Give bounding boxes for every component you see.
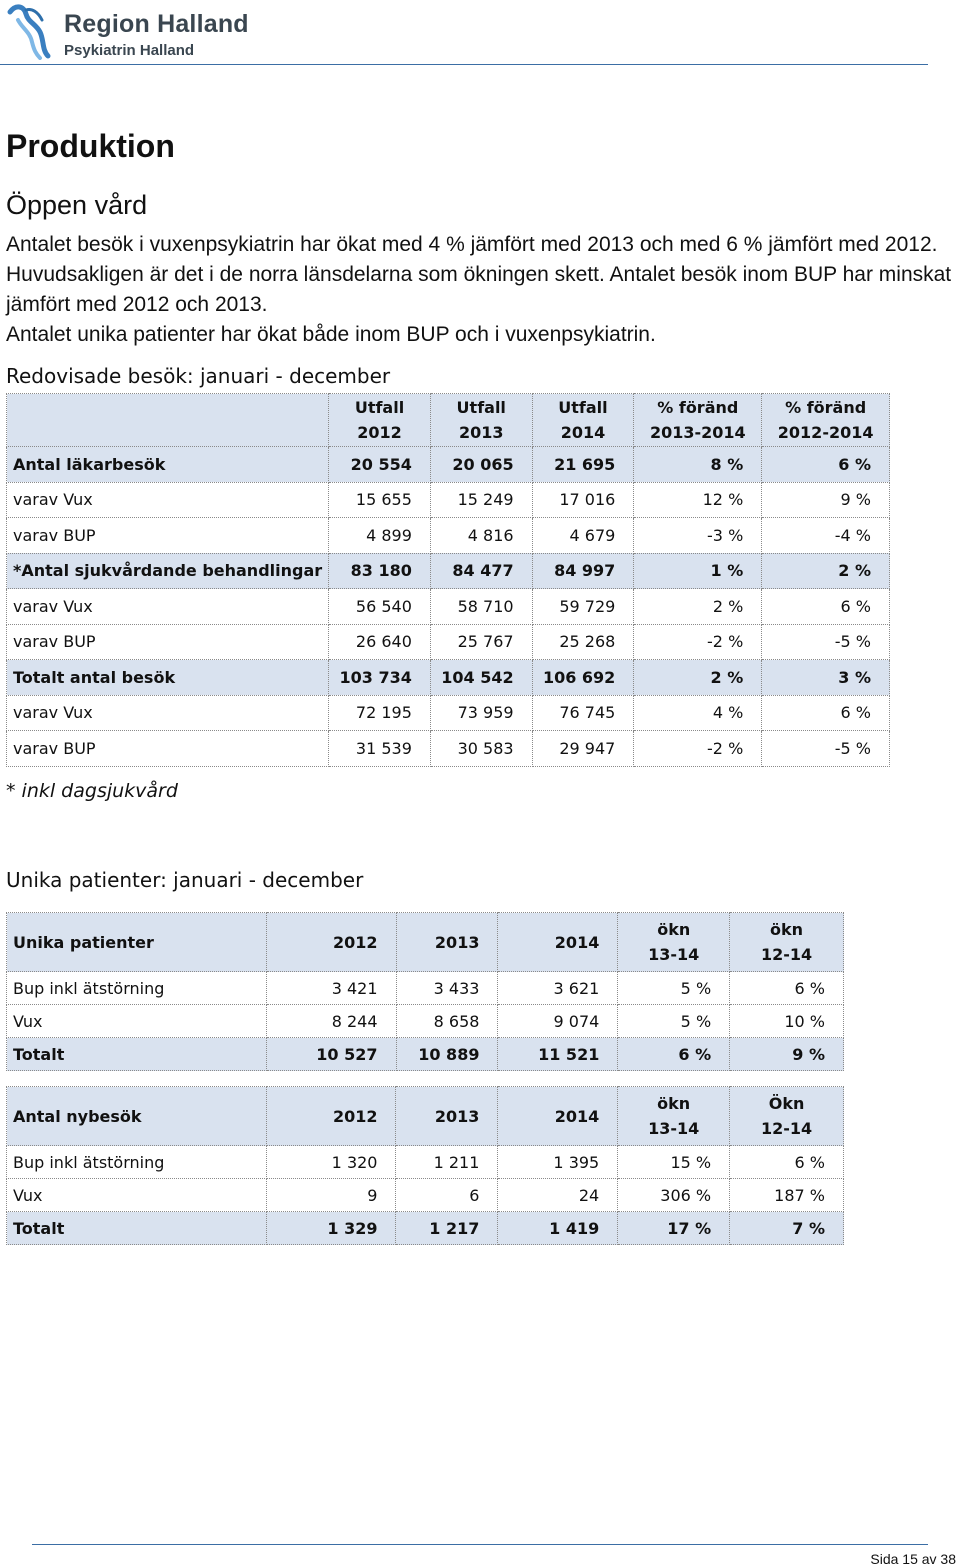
value-cell: -3 % bbox=[634, 518, 762, 554]
header-text: ökn bbox=[770, 920, 804, 939]
value-cell: 1 % bbox=[634, 553, 762, 589]
value-cell: -4 % bbox=[762, 518, 890, 554]
value-cell: 72 195 bbox=[329, 695, 431, 731]
org-subname: Psykiatrin Halland bbox=[64, 42, 195, 59]
value-cell: 1 329 bbox=[266, 1212, 396, 1245]
table-row bbox=[7, 972, 844, 1005]
value-cell: 15 655 bbox=[329, 482, 431, 518]
table-row bbox=[7, 695, 890, 731]
value-cell: 6 % bbox=[730, 972, 844, 1005]
intro-paragraph: Antalet unika patienter har ökat både inom BUP och i vuxenpsykiatrin. bbox=[6, 323, 656, 346]
value-cell: 11 521 bbox=[498, 1038, 618, 1071]
value-cell: 8 658 bbox=[396, 1005, 498, 1038]
value-cell: 73 959 bbox=[430, 695, 532, 731]
row-label-cell: Vux bbox=[7, 1005, 267, 1038]
value-cell: 5 % bbox=[618, 1005, 730, 1038]
value-cell: 103 734 bbox=[329, 660, 431, 696]
value-cell: 7 % bbox=[730, 1212, 844, 1245]
value-cell: 58 710 bbox=[430, 589, 532, 625]
value-cell: 10 % bbox=[730, 1005, 844, 1038]
header-text: 2014 bbox=[560, 423, 606, 442]
header-divider bbox=[0, 64, 928, 65]
header-cell bbox=[730, 1087, 844, 1146]
header-text: ökn bbox=[657, 1094, 691, 1113]
table-row bbox=[7, 1005, 844, 1038]
value-cell: 29 947 bbox=[532, 731, 634, 767]
value-cell: 9 bbox=[266, 1179, 396, 1212]
unique-patients-table bbox=[6, 912, 844, 1071]
row-label-cell: varav Vux bbox=[7, 589, 329, 625]
value-cell: 6 % bbox=[618, 1038, 730, 1071]
value-cell: 84 997 bbox=[532, 553, 634, 589]
table-row bbox=[7, 589, 890, 625]
value-cell: 26 640 bbox=[329, 624, 431, 660]
value-cell: 6 bbox=[396, 1179, 498, 1212]
table-row bbox=[7, 1038, 844, 1071]
header-text: 2012-2014 bbox=[777, 423, 874, 442]
value-cell: 10 889 bbox=[396, 1038, 498, 1071]
value-cell: 104 542 bbox=[430, 660, 532, 696]
header-cell bbox=[618, 913, 730, 972]
header-cell: 2013 bbox=[396, 1087, 498, 1146]
value-cell: -2 % bbox=[634, 624, 762, 660]
table2-caption: Unika patienter: januari - december bbox=[6, 868, 364, 892]
value-cell: -2 % bbox=[634, 731, 762, 767]
table-header-row bbox=[7, 394, 890, 447]
value-cell: 15 % bbox=[618, 1146, 730, 1179]
footer-divider bbox=[32, 1544, 928, 1545]
value-cell: 59 729 bbox=[532, 589, 634, 625]
page-title: Produktion bbox=[6, 128, 175, 164]
value-cell: 9 % bbox=[762, 482, 890, 518]
value-cell: 6 % bbox=[762, 447, 890, 483]
row-label-cell: varav BUP bbox=[7, 731, 329, 767]
value-cell: 83 180 bbox=[329, 553, 431, 589]
table-row bbox=[7, 731, 890, 767]
table-row bbox=[7, 1179, 844, 1212]
value-cell: -5 % bbox=[762, 624, 890, 660]
value-cell: 4 816 bbox=[430, 518, 532, 554]
value-cell: 4 679 bbox=[532, 518, 634, 554]
row-label-cell: Totalt antal besök bbox=[7, 660, 329, 696]
table-header-row bbox=[7, 913, 844, 972]
header-cell bbox=[618, 1087, 730, 1146]
value-cell: 17 % bbox=[618, 1212, 730, 1245]
section-subtitle: Öppen vård bbox=[6, 190, 148, 220]
header-text: Utfall bbox=[354, 398, 405, 417]
value-cell: 6 % bbox=[762, 695, 890, 731]
table-row bbox=[7, 553, 890, 589]
header-cell: 2013 bbox=[396, 913, 498, 972]
header-cell: 2014 bbox=[498, 1087, 618, 1146]
header-cell: 2014 bbox=[498, 913, 618, 972]
value-cell: 8 244 bbox=[266, 1005, 396, 1038]
header-cell bbox=[730, 913, 844, 972]
logo-emblem-icon bbox=[6, 2, 64, 60]
row-label-cell: Totalt bbox=[7, 1212, 267, 1245]
value-cell: 2 % bbox=[762, 553, 890, 589]
header-text: 12-14 bbox=[760, 1119, 813, 1138]
value-cell: 1 217 bbox=[396, 1212, 498, 1245]
value-cell: 25 268 bbox=[532, 624, 634, 660]
row-label-cell: Antal läkarbesök bbox=[7, 447, 329, 483]
value-cell: 4 899 bbox=[329, 518, 431, 554]
row-label-cell: Bup inkl ätstörning bbox=[7, 1146, 267, 1179]
value-cell: 8 % bbox=[634, 447, 762, 483]
header-label-cell: Antal nybesök bbox=[7, 1087, 267, 1146]
header-text: 2013 bbox=[458, 423, 504, 442]
row-label-cell: varav Vux bbox=[7, 695, 329, 731]
table-row bbox=[7, 518, 890, 554]
value-cell: 2 % bbox=[634, 589, 762, 625]
page-number: Sida 15 av 38 bbox=[870, 1551, 956, 1567]
value-cell: 3 421 bbox=[266, 972, 396, 1005]
header-text: 13-14 bbox=[648, 945, 700, 964]
row-label-cell: *Antal sjukvårdande behandlingar bbox=[7, 553, 329, 589]
row-label-cell: varav BUP bbox=[7, 518, 329, 554]
header-cell bbox=[762, 394, 890, 447]
table-row bbox=[7, 482, 890, 518]
value-cell: 1 211 bbox=[396, 1146, 498, 1179]
value-cell: 2 % bbox=[634, 660, 762, 696]
row-label-cell: Vux bbox=[7, 1179, 267, 1212]
header-text: ökn bbox=[657, 920, 691, 939]
value-cell: 3 % bbox=[762, 660, 890, 696]
header-cell: 2012 bbox=[266, 913, 396, 972]
value-cell: 10 527 bbox=[266, 1038, 396, 1071]
value-cell: 1 419 bbox=[498, 1212, 618, 1245]
header-cell: 2012 bbox=[266, 1087, 396, 1146]
header-text: Ökn bbox=[768, 1094, 805, 1113]
region-halland-logo bbox=[6, 2, 266, 60]
value-cell: 1 320 bbox=[266, 1146, 396, 1179]
table-row bbox=[7, 1212, 844, 1245]
value-cell: 76 745 bbox=[532, 695, 634, 731]
value-cell: 84 477 bbox=[430, 553, 532, 589]
value-cell: 20 065 bbox=[430, 447, 532, 483]
header-label-cell bbox=[7, 394, 329, 447]
row-label-cell: Bup inkl ätstörning bbox=[7, 972, 267, 1005]
value-cell: 306 % bbox=[618, 1179, 730, 1212]
value-cell: -5 % bbox=[762, 731, 890, 767]
header-text: 12-14 bbox=[760, 945, 813, 964]
value-cell: 106 692 bbox=[532, 660, 634, 696]
header-text: Utfall bbox=[558, 398, 608, 417]
row-label-cell: Totalt bbox=[7, 1038, 267, 1071]
table-row bbox=[7, 624, 890, 660]
intro-text bbox=[6, 230, 956, 350]
table-row bbox=[7, 660, 890, 696]
value-cell: 9 % bbox=[730, 1038, 844, 1071]
value-cell: 3 433 bbox=[396, 972, 498, 1005]
value-cell: 4 % bbox=[634, 695, 762, 731]
header-cell bbox=[430, 394, 532, 447]
header-text: 2013-2014 bbox=[649, 423, 746, 442]
value-cell: 3 621 bbox=[498, 972, 618, 1005]
value-cell: 20 554 bbox=[329, 447, 431, 483]
value-cell: 5 % bbox=[618, 972, 730, 1005]
header-text: 13-14 bbox=[648, 1119, 700, 1138]
table-header-row bbox=[7, 1087, 844, 1146]
intro-paragraph: Antalet besök i vuxenpsykiatrin har ökat med 4 % jämfört med 2013 och med 6 % jämfört med 2012. Huvudsakligen är det i de norra länsdelarna som ökningen skett. Antalet besök inom BUP har minskat jämfört med 2012 och 2013. bbox=[6, 233, 952, 316]
header-text: % föränd bbox=[657, 398, 739, 417]
value-cell: 30 583 bbox=[430, 731, 532, 767]
header-cell bbox=[329, 394, 431, 447]
header-text: % föränd bbox=[785, 398, 867, 417]
value-cell: 56 540 bbox=[329, 589, 431, 625]
row-label-cell: varav BUP bbox=[7, 624, 329, 660]
value-cell: 24 bbox=[498, 1179, 618, 1212]
table-row bbox=[7, 1146, 844, 1179]
header-cell bbox=[634, 394, 762, 447]
org-name: Region Halland bbox=[64, 10, 249, 38]
table-row bbox=[7, 447, 890, 483]
table1-caption: Redovisade besök: januari - december bbox=[6, 364, 391, 388]
header-text: 2012 bbox=[357, 423, 402, 442]
value-cell: 17 016 bbox=[532, 482, 634, 518]
header-cell bbox=[532, 394, 634, 447]
value-cell: 9 074 bbox=[498, 1005, 618, 1038]
header-text: Utfall bbox=[456, 398, 506, 417]
header-label-cell: Unika patienter bbox=[7, 913, 267, 972]
value-cell: 31 539 bbox=[329, 731, 431, 767]
value-cell: 6 % bbox=[730, 1146, 844, 1179]
value-cell: 12 % bbox=[634, 482, 762, 518]
value-cell: 15 249 bbox=[430, 482, 532, 518]
row-label-cell: varav Vux bbox=[7, 482, 329, 518]
value-cell: 21 695 bbox=[532, 447, 634, 483]
table1-footnote: * inkl dagsjukvård bbox=[6, 780, 178, 802]
new-visits-table bbox=[6, 1086, 844, 1245]
value-cell: 187 % bbox=[730, 1179, 844, 1212]
visits-table bbox=[6, 393, 890, 767]
value-cell: 6 % bbox=[762, 589, 890, 625]
value-cell: 25 767 bbox=[430, 624, 532, 660]
value-cell: 1 395 bbox=[498, 1146, 618, 1179]
